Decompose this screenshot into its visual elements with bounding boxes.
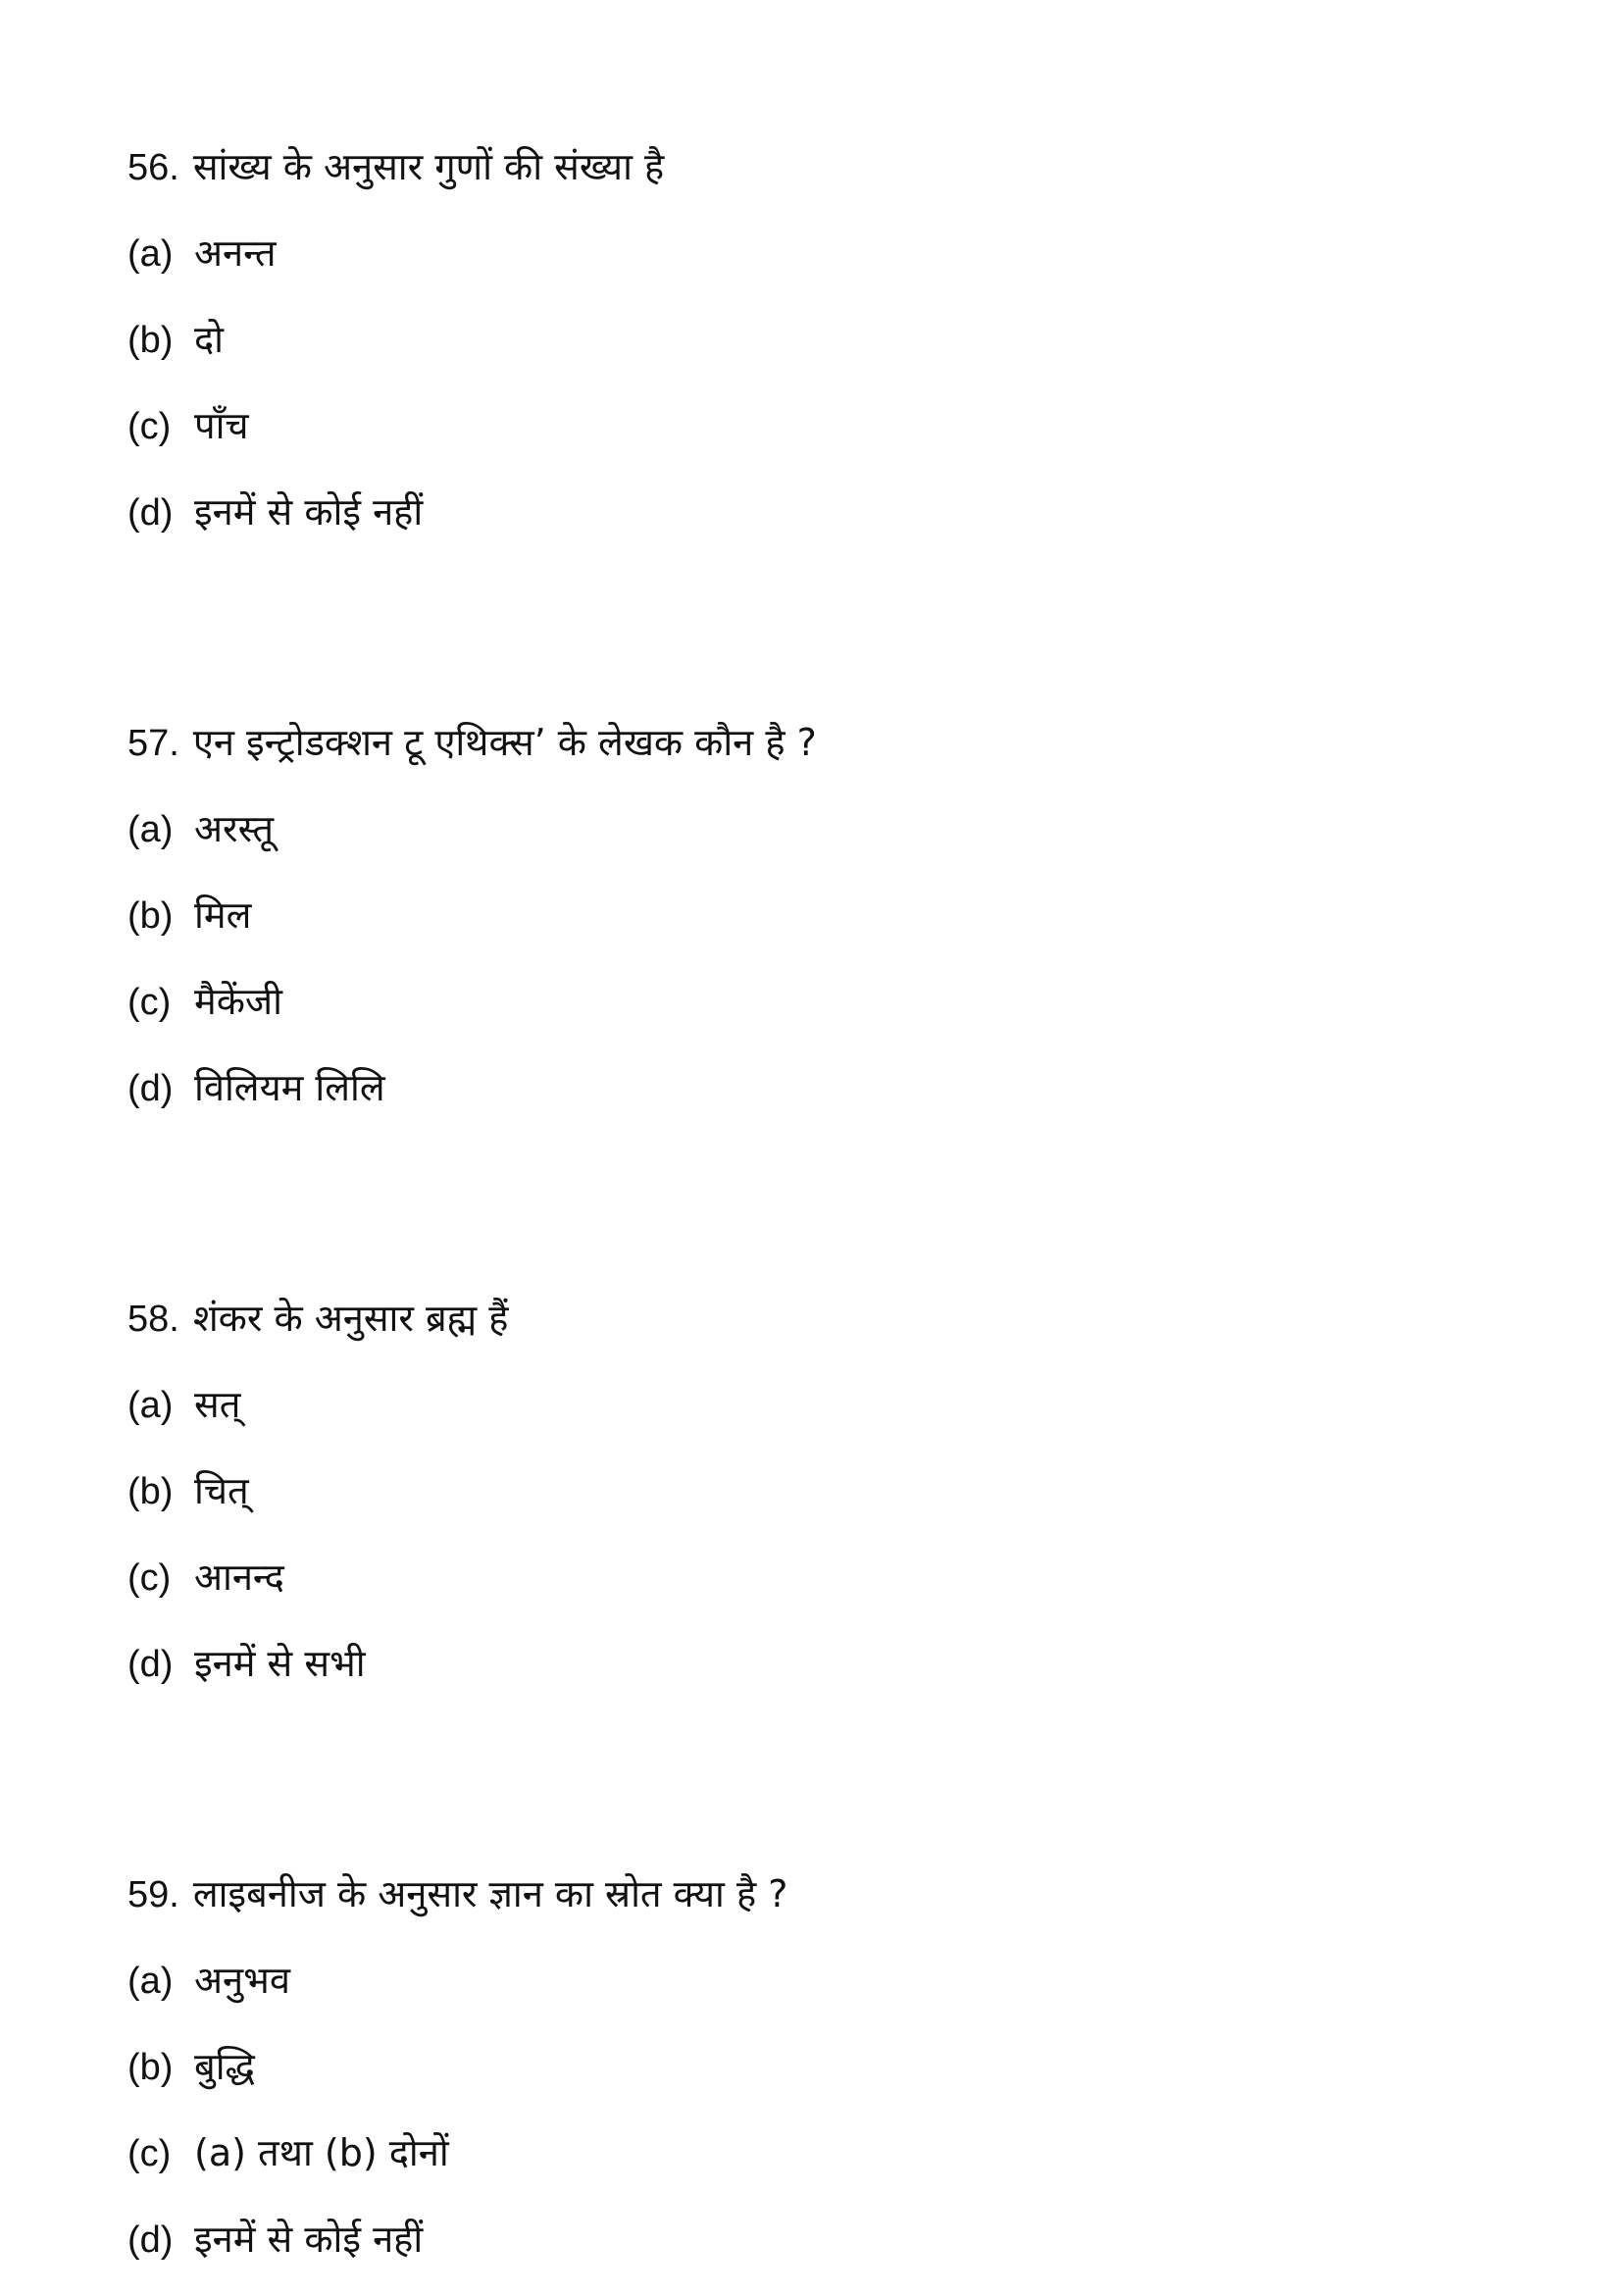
question-spacer [127,569,1500,713]
question-stem [127,1289,1500,1348]
option-label: (d) [127,1068,174,1109]
option-text: पाँच [194,404,249,447]
option-text: अनुभव [194,1959,290,2002]
option-label: (c) [127,1557,172,1599]
question-text: शंकर के अनुसार ब्रह्म हैं [192,1297,509,1340]
option-d [127,1634,1500,1693]
question-59 [127,1864,1500,2269]
question-text: एन इन्ट्रोडक्शन टू एथिक्स’ के लेखक कौन है ? [192,721,817,764]
option-label: (a) [127,809,174,850]
option-label: (d) [127,1644,174,1685]
option-text: दो [194,318,225,361]
option-text: इनमें से कोई नहीं [194,490,424,534]
option-text: (a) तथा (b) दोनों [194,2131,449,2174]
question-stem [127,713,1500,772]
question-number: 57. [127,723,179,764]
option-c [127,2123,1500,2182]
question-stem [127,1864,1500,1923]
option-c [127,1548,1500,1607]
option-c [127,396,1500,455]
option-d [127,2210,1500,2269]
option-text: विलियम लिलि [194,1066,385,1109]
question-text: सांख्य के अनुसार गुणों की संख्या है [192,145,665,188]
option-label: (c) [127,406,172,447]
option-c [127,972,1500,1031]
question-stem [127,137,1500,196]
option-a [127,1951,1500,2010]
option-text: मैकेंजी [194,980,282,1023]
option-text: मिल [194,893,252,937]
option-label: (d) [127,492,174,534]
question-number: 59. [127,1874,179,1915]
option-text: इनमें से सभी [194,1642,366,1685]
option-text: आनन्द [194,1556,284,1599]
option-label: (c) [127,982,172,1023]
option-text: अनन्त [194,231,277,275]
option-text: चित् [194,1469,249,1512]
question-58 [127,1289,1500,1693]
question-page [127,137,1500,2296]
option-b [127,1461,1500,1520]
option-label: (a) [127,233,174,275]
option-text: अरस्तू [194,807,275,850]
question-text: लाइबनीज के अनुसार ज्ञान का स्रोत क्या है ? [192,1872,788,1915]
option-label: (a) [127,1961,174,2002]
option-label: (b) [127,320,174,361]
option-label: (d) [127,2219,174,2261]
question-57 [127,713,1500,1117]
option-text: सत् [194,1383,241,1426]
option-label: (b) [127,895,174,937]
option-label: (b) [127,2047,174,2088]
option-label: (c) [127,2133,172,2174]
question-spacer [127,1145,1500,1289]
question-spacer [127,1720,1500,1864]
question-number: 56. [127,147,179,188]
option-b [127,2037,1500,2096]
question-number: 58. [127,1299,179,1340]
question-56 [127,137,1500,541]
option-label: (b) [127,1471,174,1512]
option-label: (a) [127,1385,174,1426]
option-a [127,224,1500,282]
option-text: बुद्धि [194,2045,255,2088]
option-b [127,886,1500,944]
option-d [127,483,1500,541]
option-d [127,1058,1500,1117]
option-text: इनमें से कोई नहीं [194,2218,424,2261]
option-b [127,310,1500,369]
option-a [127,799,1500,858]
option-a [127,1375,1500,1434]
